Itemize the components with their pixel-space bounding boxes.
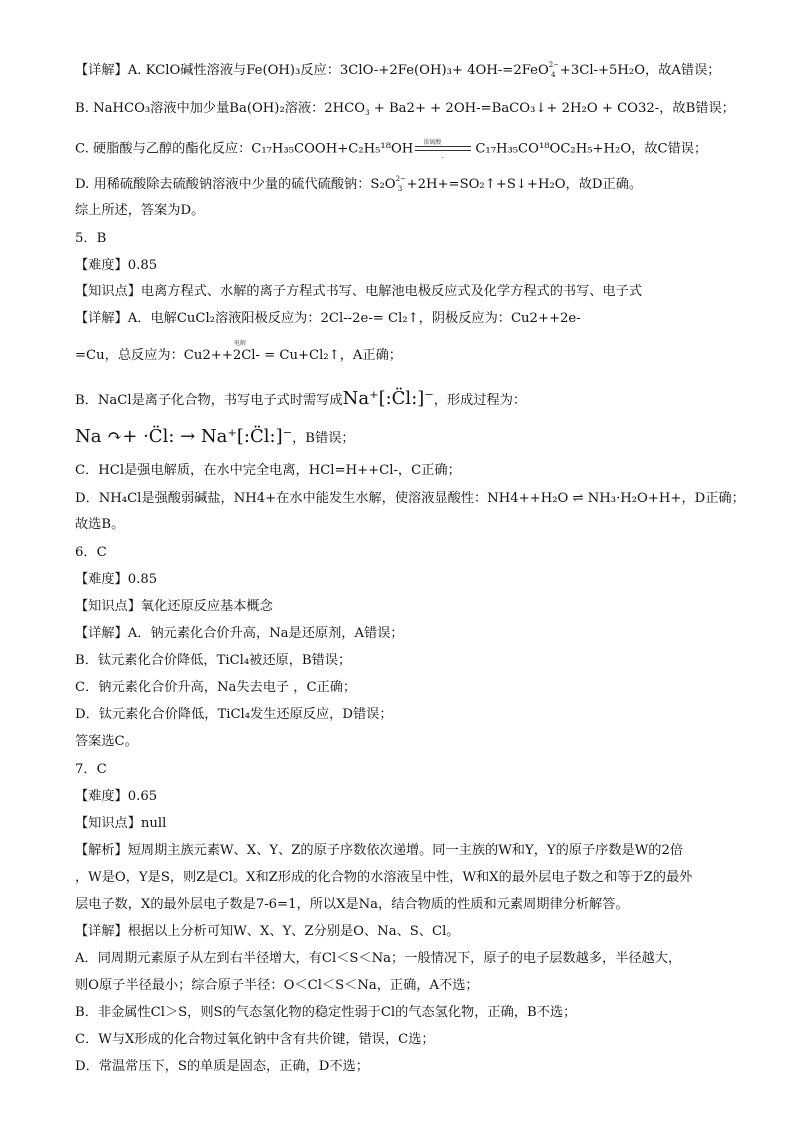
- difficulty: 【难度】0.65: [75, 789, 158, 804]
- choice-6: 答案选C。: [75, 734, 138, 749]
- electrolysis-label: 电解: [234, 340, 247, 347]
- conclusion: 综上所述，答案为D。: [75, 203, 205, 218]
- reversible-arrow: [415, 139, 473, 161]
- answer-detail-5a-cont: [75, 340, 402, 365]
- text: ，B错误；: [292, 431, 355, 446]
- text: C₁₇H₃₅CO¹⁸OC₂H₅+H₂O，故C错误；: [475, 141, 708, 157]
- text: B. NaHCO₃溶液中加少量Ba(OH)₂溶液：2HCO: [75, 101, 366, 116]
- question-number: 6．C: [75, 545, 107, 560]
- answer-detail-4a: [75, 62, 721, 81]
- answer-detail-7d: D．常温常压下，S的单质是固态，正确，D不选；: [75, 1059, 369, 1074]
- knowledge-point: 【知识点】氧化还原反应基本概念: [75, 599, 273, 614]
- analysis-7-cont: ，W是O，Y是S，则Z是Cl。X和Z形成的化合物的水溶液呈中性，W和X的最外层电子数之和等于Z的最外: [75, 870, 693, 885]
- formation-process: [75, 428, 355, 448]
- analysis-7-cont: 层电子数，X的最外层电子数是7-6=1，所以X是Na，结合物质的性质和元素周期律分析解答。: [75, 897, 629, 912]
- answer-detail-7a-cont: 则O原子半径最小；综合原子半径：O＜Cl＜S＜Na，正确，A不选；: [75, 978, 479, 993]
- difficulty: 【难度】0.85: [75, 572, 158, 587]
- answer-detail-5a: 【详解】A．电解CuCl₂溶液阳极反应为：2Cl--2e-= Cl₂↑，阴极反应为：Cu2++2e-: [75, 311, 581, 326]
- choice-5: 故选B。: [75, 517, 125, 532]
- formation-formula: Na ↷+ ·C̈l: → Na⁺[:C̈l:]⁻: [75, 426, 293, 447]
- answer-detail-4b: [75, 100, 735, 119]
- subscript: 3: [365, 109, 370, 117]
- electron-formula-nacl: Na⁺[:C̈l:]⁻: [342, 388, 434, 409]
- text: D. 用稀硫酸除去硫酸钠溶液中少量的硫代硫酸钠：S₂O: [75, 177, 396, 192]
- arrow-mark: -: [441, 154, 444, 161]
- answer-detail-4c: [75, 140, 707, 159]
- text: +2H+=SO₂↑+S↓+H₂O，故D正确。: [402, 177, 643, 192]
- knowledge-point: 【知识点】null: [75, 816, 167, 831]
- text: +3Cl-+5H₂O，故A错误；: [555, 63, 721, 78]
- subscript: 3: [397, 185, 403, 193]
- text: =Cu，总反应为：Cu2++2Cl- = Cu+Cl₂↑，A正确；: [75, 348, 402, 363]
- answer-detail-7b: B．非金属性Cl＞S，则S的气态氢化物的稳定性弱于Cl的气态氢化物，正确，B不选；: [75, 1005, 577, 1020]
- text: ，形成过程为：: [433, 393, 527, 408]
- text: B．NaCl是离子化合物，书写电子式时需写成: [75, 393, 343, 408]
- answer-detail-7a: A．同周期元素原子从左到右半径增大，有Cl＜S＜Na；一般情况下，原子的电子层数越多，半径越大，: [75, 951, 682, 966]
- question-number: 5．B: [75, 231, 107, 246]
- reaction-condition: 浓硫酸: [423, 139, 442, 146]
- answer-detail-6c: C．钠元素化合价升高，Na失去电子 ，C正确；: [75, 680, 357, 695]
- text: + Ba2+ + 2OH-=BaCO₃↓+ 2H₂O + CO32-，故B错误；: [369, 101, 735, 116]
- answer-detail-5d: D．NH₄Cl是强酸弱碱盐，NH4+在水中能发生水解，使溶液显酸性：NH4++H₂O ⇌ NH₃·H₂O+H+，D正确；: [75, 491, 745, 506]
- answer-detail-5b: [75, 390, 526, 410]
- answer-detail-6a: 【详解】A．钠元素化合价升高，Na是还原剂，A错误；: [75, 626, 404, 641]
- answer-detail-7c: C．W与X形成的化合物过氧化钠中含有共价键，错误，C选；: [75, 1032, 435, 1047]
- question-number: 7．C: [75, 762, 107, 777]
- text: 【详解】A. KClO碱性溶液与Fe(OH)₃反应：3ClO-+2Fe(OH)₃+ 4OH-=2FeO: [75, 63, 549, 78]
- subscript: 4: [551, 71, 556, 79]
- answer-detail-4d: [75, 176, 642, 195]
- knowledge-point: 【知识点】电离方程式、水解的离子方程式书写、电解池电极反应式及化学方程式的书写、电子式: [75, 284, 643, 299]
- difficulty: 【难度】0.85: [75, 258, 158, 273]
- answer-detail-6b: B．钛元素化合价降低，TiCl₄被还原，B错误；: [75, 653, 352, 668]
- answer-detail-7: 【详解】根据以上分析可知W、X、Y、Z分别是O、Na、S、Cl。: [75, 924, 460, 939]
- text: C. 硬脂酸与乙醇的酯化反应：C₁₇H₃₅COOH+C₂H₅¹⁸OH: [75, 141, 414, 157]
- analysis-7: 【解析】短周期主族元素W、X、Y、Z的原子序数依次递增。同一主族的W和Y，Y的原子序数是W的2倍: [75, 843, 684, 858]
- answer-detail-5c: C．HCl是强电解质，在水中完全电离，HCl=H++Cl-，C正确；: [75, 463, 461, 478]
- answer-detail-6d: D．钛元素化合价降低，TiCl₄发生还原反应，D错误；: [75, 707, 393, 722]
- superscript: 2−: [395, 175, 406, 183]
- superscript: 2−: [548, 61, 560, 69]
